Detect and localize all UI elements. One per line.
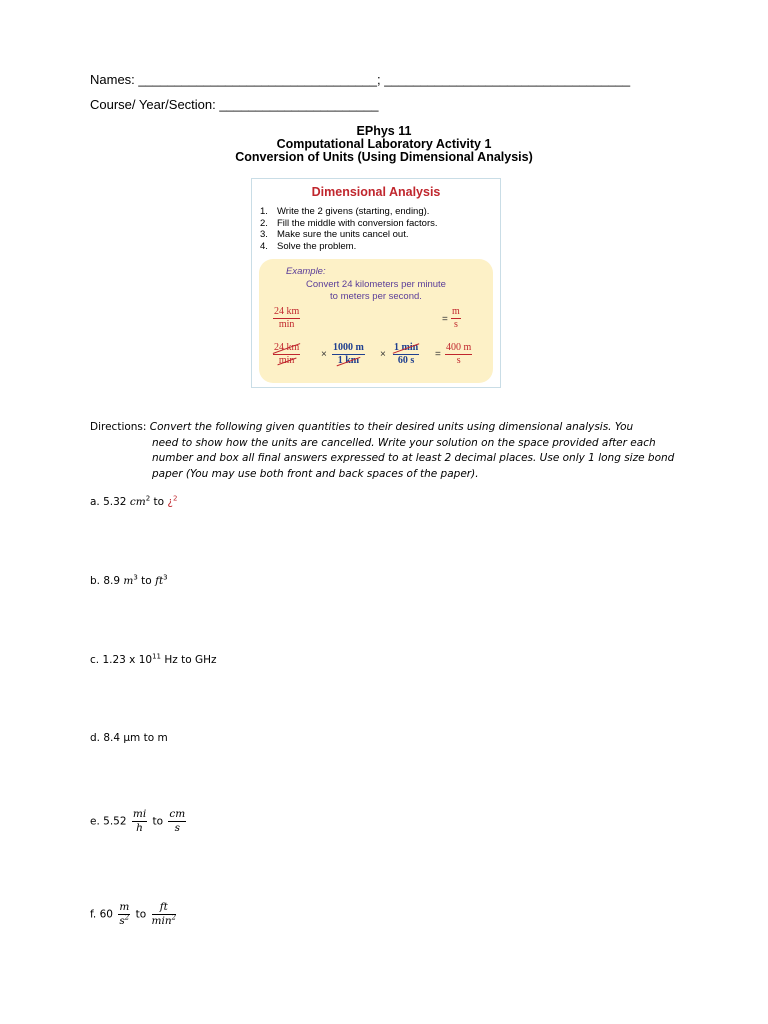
figure-title: Dimensional Analysis — [311, 185, 441, 199]
question-b: b. 8.9 $m^3$ to $ft^3$ — [90, 573, 168, 587]
directions-paragraph — [90, 420, 690, 482]
example-text: Convert 24 kilometers per minute to meters per second. — [306, 279, 446, 302]
steps-list — [260, 206, 438, 252]
question-d: d. 8.4 µm to m — [90, 732, 168, 744]
example-label: Example: — [286, 266, 326, 277]
factor-min-fraction: 1 min 60 s — [394, 342, 419, 366]
course-line — [90, 97, 378, 112]
names-blank-2[interactable]: __________________________________ — [384, 72, 631, 87]
step-item: 2. Fill the middle with conversion factors. — [260, 217, 438, 229]
equals-sign: = — [435, 349, 441, 360]
equals-sign: = — [442, 314, 448, 325]
names-separator: ; — [377, 72, 381, 87]
given-fraction: 24 km min — [274, 306, 300, 330]
question-a: a. 5.32 $cm^2$ to ¿$^2$ — [90, 494, 178, 508]
step-item: 3. Make sure the units cancel out. — [260, 229, 409, 240]
result-fraction: $\frac{400 m}{s}$ — [446, 342, 472, 366]
names-label: Names: — [90, 72, 135, 87]
topic-title: Conversion of Units (Using Dimensional Analysis) — [235, 150, 533, 164]
times-sign: × — [321, 349, 327, 360]
question-c: c. 1.23 x $10^{11}$ Hz to GHz — [90, 652, 217, 666]
dimensional-analysis-figure — [251, 178, 501, 388]
solution-given-fraction: 24 km min — [274, 342, 300, 366]
activity-title: Computational Laboratory Activity 1 — [276, 137, 492, 151]
directions-rest: need to show how the units are cancelled. Write your solution on the space provided after each number and box all final answers expressed to at least 2 decimal places. Use only 1 long size bond paper (You may use both front and back spaces of the paper). — [152, 436, 675, 480]
course-label: Course/ Year/Section: — [90, 97, 216, 112]
names-blank-1[interactable]: _________________________________ — [138, 72, 378, 87]
fraction-cm-per-s: $\frac{cm}{s}$ — [169, 808, 186, 834]
step-item: 1. Write the 2 givens (starting, ending). — [260, 206, 430, 217]
step-item: 4. Solve the problem. — [260, 240, 357, 252]
names-line — [90, 72, 630, 87]
example-box — [259, 259, 493, 383]
course-blank[interactable]: ______________________ — [219, 97, 379, 112]
target-fraction: $\frac{m}{s}$ — [452, 306, 460, 330]
directions-first-line: Convert the following given quantities to their desired units using dimensional analysis. You — [149, 421, 634, 433]
directions-label: Directions: — [90, 421, 147, 433]
fraction-m-per-s2: $\frac{m}{s^2}$ — [119, 901, 130, 927]
question-e: e. 5.52 $\frac{mi}{h}$ to $\frac{cm}{s}$ — [90, 808, 186, 834]
fraction-ft-per-min2: $\frac{ft}{\min^2}$ — [151, 901, 177, 927]
fraction-mi-per-h: $\frac{mi}{h}$ — [132, 808, 147, 834]
factor-km-fraction: $\frac{1000 m}{1 km}$ — [333, 342, 364, 366]
course-code-title: EPhys 11 — [356, 124, 412, 138]
times-sign: × — [380, 349, 386, 360]
question-f: f. 60 $\frac{m}{s^2}$ to $\frac{ft}{\min^2}$ — [90, 901, 177, 927]
